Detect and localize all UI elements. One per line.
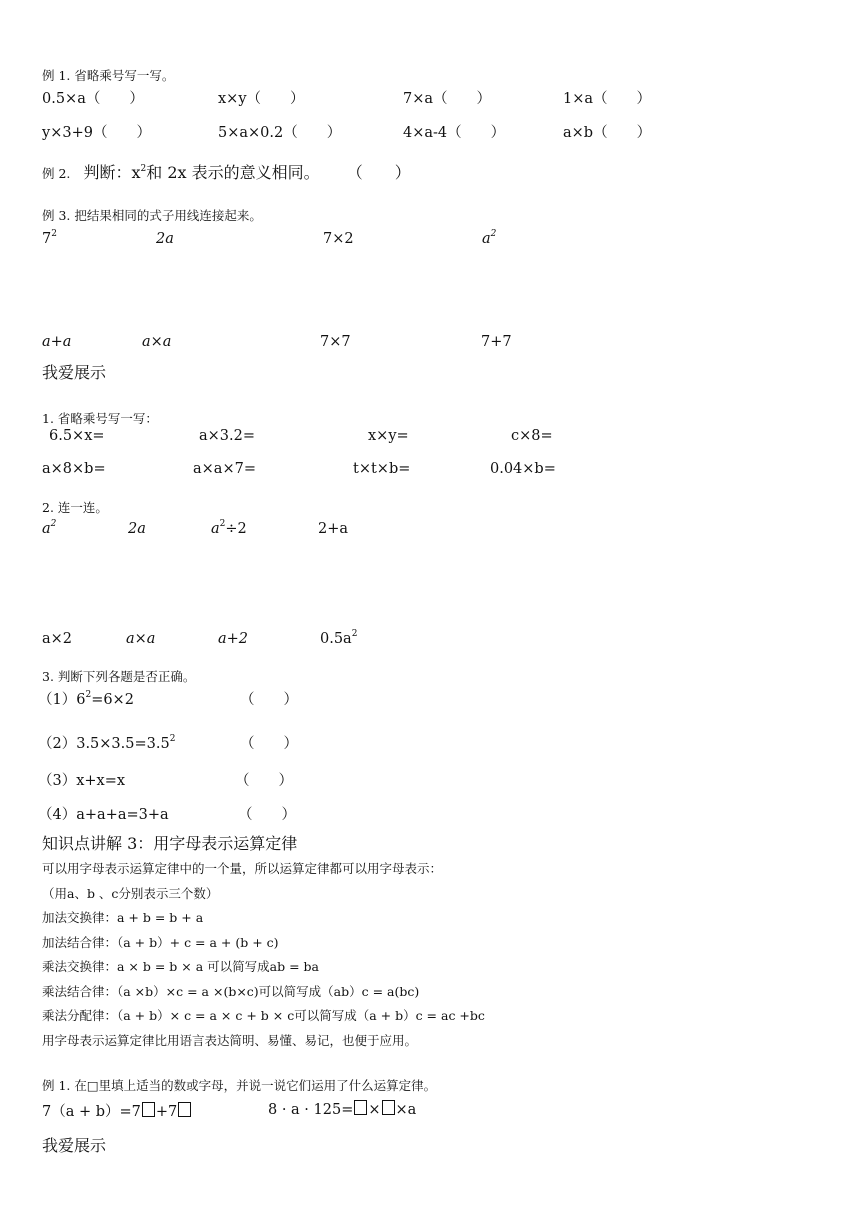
p3-paren-4: （ ） [238, 807, 296, 823]
ex3-bottom-3: 7×7 [320, 334, 351, 350]
p1-r1-c1: 6.5×x= [49, 428, 105, 444]
p2-top-4: 2+a [318, 521, 349, 537]
p2-title: 2. 连一连。 [42, 500, 108, 515]
p3-item-3: （3）x+x=x [38, 773, 126, 789]
k3-line-1: 可以用字母表示运算定律中的一个量，所以运算定律都可以用字母表示： [42, 861, 443, 876]
ex1-r2-c4: a×b（ ） [563, 125, 652, 141]
ex2-text-b: 和 2x 表示的意义相同。 [146, 163, 320, 182]
p2-top-1: $a^2$ [42, 519, 57, 537]
p2-bottom-2: a×a [126, 631, 156, 647]
ex1-title: 例 1. 省略乘号写一写。 [42, 68, 175, 83]
ex2-label: 例 2. [42, 166, 71, 181]
ex1-r2-c1: y×3+9（ ） [42, 125, 151, 141]
k3-line-3: 加法交换律：a + b = b + a [42, 910, 204, 925]
k3-line-4: 加法结合律：（a + b）+ c = a + (b + c) [42, 935, 279, 950]
p3-paren-1: （ ） [240, 692, 298, 708]
blank-box-1 [142, 1102, 155, 1117]
p1-r2-c1: a×8×b= [42, 461, 106, 477]
k3-line-5: 乘法交换律：a × b = b × a 可以简写成ab = ba [42, 959, 319, 974]
p2-top-2: 2a [128, 521, 146, 537]
ex1-r2-c3: 4×a-4（ ） [403, 125, 506, 141]
blank-box-4 [382, 1100, 395, 1115]
show-heading-2: 我爱展示 [42, 1136, 107, 1155]
p2-top-3: $a^2\div 2$ [211, 519, 247, 537]
ex4-eq2: 8 · a · 125= × ×a [268, 1102, 417, 1118]
ex2-line [42, 160, 411, 183]
p1-title: 1. 省略乘号写一写： [42, 411, 158, 426]
p2-bottom-3: a+2 [218, 631, 249, 647]
p3-item-2: $(2)3.5\times 3.5=3.5^2$ [38, 734, 176, 752]
ex3-bottom-1: a+a [42, 334, 72, 350]
p1-r2-c4: 0.04×b= [490, 461, 556, 477]
ex1-r1-c2: x×y（ ） [218, 91, 305, 107]
p3-item-1: $(1)6^2=6\times 2$ [38, 690, 134, 708]
ex3-bottom-2: a×a [142, 334, 172, 350]
p1-r2-c3: t×t×b= [353, 461, 411, 477]
ex3-top-4: $a^2$ [482, 229, 497, 247]
ex3-title: 例 3. 把结果相同的式子用线连接起来。 [42, 208, 262, 223]
ex2-paren: （ ） [346, 163, 411, 182]
p3-item-4: （4）a+a+a=3+a [38, 807, 169, 823]
ex3-top-3: 7×2 [323, 231, 354, 247]
p2-bottom-4: $0.5a^2$ [320, 629, 358, 647]
p2-bottom-1: a×2 [42, 631, 73, 647]
p1-r1-c4: c×8= [511, 428, 553, 444]
ex4-eq1: 7（a + b）=7 +7 [42, 1100, 192, 1121]
ex1-r1-c3: 7×a（ ） [403, 91, 492, 107]
p1-r1-c2: a×3.2= [199, 428, 256, 444]
k3-line-8: 用字母表示运算定律比用语言表达简明、易懂、易记，也便于应用。 [42, 1033, 418, 1048]
ex3-bottom-4: 7+7 [481, 334, 512, 350]
ex1-r1-c1: 0.5×a（ ） [42, 91, 144, 107]
k3-heading: 知识点讲解 3：用字母表示运算定律 [42, 834, 298, 853]
blank-box-2 [178, 1102, 191, 1117]
p1-r1-c3: x×y= [368, 428, 409, 444]
ex4-title: 例 1. 在□里填上适当的数或字母，并说一说它们运用了什么运算定律。 [42, 1078, 437, 1093]
ex2-sup: 2 [140, 164, 147, 174]
ex3-top-1: $7^2$ [42, 229, 57, 247]
show-heading-1: 我爱展示 [42, 363, 107, 382]
ex2-text-a: 判断：x [83, 163, 141, 182]
ex3-top-2: 2a [156, 231, 174, 247]
p3-paren-3: （ ） [235, 773, 293, 789]
k3-line-2: （用a、b 、c分别表示三个数） [42, 886, 219, 901]
p1-r2-c2: a×a×7= [193, 461, 256, 477]
p3-paren-2: （ ） [240, 736, 298, 752]
ex1-r2-c2: 5×a×0.2（ ） [218, 125, 342, 141]
p3-title: 3. 判断下列各题是否正确。 [42, 669, 196, 684]
k3-line-7: 乘法分配律：（a + b）× c = a × c + b × c可以简写成（a + b）c = ac +bc [42, 1008, 485, 1023]
ex1-r1-c4: 1×a（ ） [563, 91, 652, 107]
blank-box-3 [354, 1100, 367, 1115]
k3-line-6: 乘法结合律：（a ×b）×c = a ×(b×c)可以简写成（ab）c = a(bc) [42, 984, 420, 999]
